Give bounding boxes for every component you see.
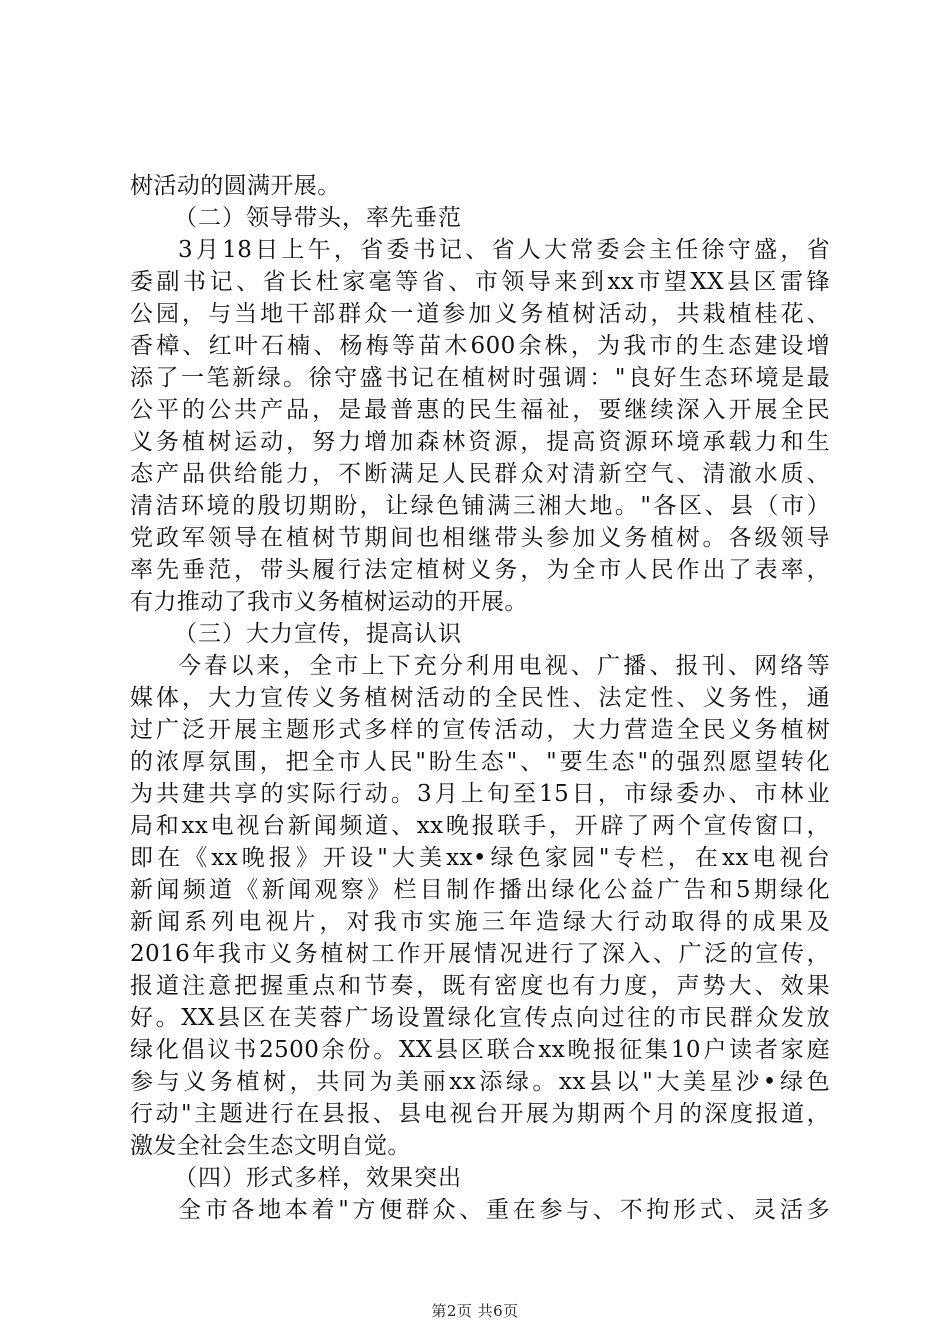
paragraph-line: 率先垂范，带头履行法定植树义务，为全市人民作出了表率，: [130, 557, 830, 583]
paragraph-line: 绿化倡议书2500余份。XX县区联合xx晚报征集10户读者家庭: [130, 1037, 830, 1063]
paragraph-line: 树活动的圆满开展。: [130, 173, 341, 199]
paragraph-line: 公园，与当地干部群众一道参加义务植树活动，共栽植桂花、: [130, 301, 830, 327]
section-heading: （四）形式多样，效果突出: [174, 1165, 462, 1191]
paragraph-line: 局和xx电视台新闻频道、xx晚报联手，开辟了两个宣传窗口，: [130, 813, 830, 839]
paragraph-line: 行动"主题进行在县报、县电视台开展为期两个月的深度报道，: [130, 1101, 830, 1127]
paragraph-line: 全市各地本着"方便群众、重在参与、不拘形式、灵活多: [178, 1197, 830, 1223]
paragraph-line: 清洁环境的殷切期盼，让绿色铺满三湘大地。"各区、县（市）: [130, 493, 830, 519]
paragraph-line: 报道注意把握重点和节奏，既有密度也有力度，声势大、效果: [130, 973, 830, 999]
paragraph-line: 2016年我市义务植树工作开展情况进行了深入、广泛的宣传，: [130, 941, 830, 967]
paragraph-line: 激发全社会生态文明自觉。: [130, 1133, 411, 1159]
paragraph-line: 媒体，大力宣传义务植树活动的全民性、法定性、义务性，通: [130, 685, 830, 711]
paragraph-line: 好。XX县区在芙蓉广场设置绿化宣传点向过往的市民群众发放: [130, 1005, 830, 1031]
paragraph-line: 的浓厚氛围，把全市人民"盼生态"、"要生态"的强烈愿望转化: [130, 749, 830, 775]
paragraph-line: 添了一笔新绿。徐守盛书记在植树时强调："良好生态环境是最: [130, 365, 830, 391]
document-body: [130, 170, 830, 1226]
page-footer: 第2页 共6页: [431, 1302, 519, 1320]
paragraph-line: 态产品供给能力，不断满足人民群众对清新空气、清澈水质、: [130, 461, 830, 487]
paragraph-line: 新闻系列电视片，对我市实施三年造绿大行动取得的成果及: [130, 909, 830, 935]
paragraph-line: 新闻频道《新闻观察》栏目制作播出绿化公益广告和5期绿化: [130, 877, 830, 903]
section-heading: （二）领导带头，率先垂范: [174, 205, 462, 231]
paragraph-line: 香樟、红叶石楠、杨梅等苗木600余株，为我市的生态建设增: [130, 333, 830, 359]
paragraph-line: 委副书记、省长杜家毫等省、市领导来到xx市望XX县区雷锋: [130, 269, 830, 295]
paragraph-line: 党政军领导在植树节期间也相继带头参加义务植树。各级领导: [130, 525, 830, 551]
paragraph-line: 参与义务植树，共同为美丽xx添绿。xx县以"大美星沙•绿色: [130, 1069, 830, 1095]
paragraph-line: 今春以来，全市上下充分利用电视、广播、报刊、网络等: [178, 653, 830, 679]
paragraph-line: 为共建共享的实际行动。3月上旬至15日，市绿委办、市林业: [130, 781, 830, 807]
paragraph-line: 3月18日上午，省委书记、省人大常委会主任徐守盛，省: [178, 237, 830, 263]
paragraph-line: 公平的公共产品，是最普惠的民生福祉，要继续深入开展全民: [130, 397, 830, 423]
paragraph-line: 义务植树运动，努力增加森林资源，提高资源环境承载力和生: [130, 429, 830, 455]
paragraph-line: 过广泛开展主题形式多样的宣传活动，大力营造全民义务植树: [130, 717, 830, 743]
section-heading: （三）大力宣传，提高认识: [174, 621, 462, 647]
paragraph-line: 有力推动了我市义务植树运动的开展。: [130, 589, 528, 615]
paragraph-line: 即在《xx晚报》开设"大美xx•绿色家园"专栏，在xx电视台: [130, 845, 830, 871]
